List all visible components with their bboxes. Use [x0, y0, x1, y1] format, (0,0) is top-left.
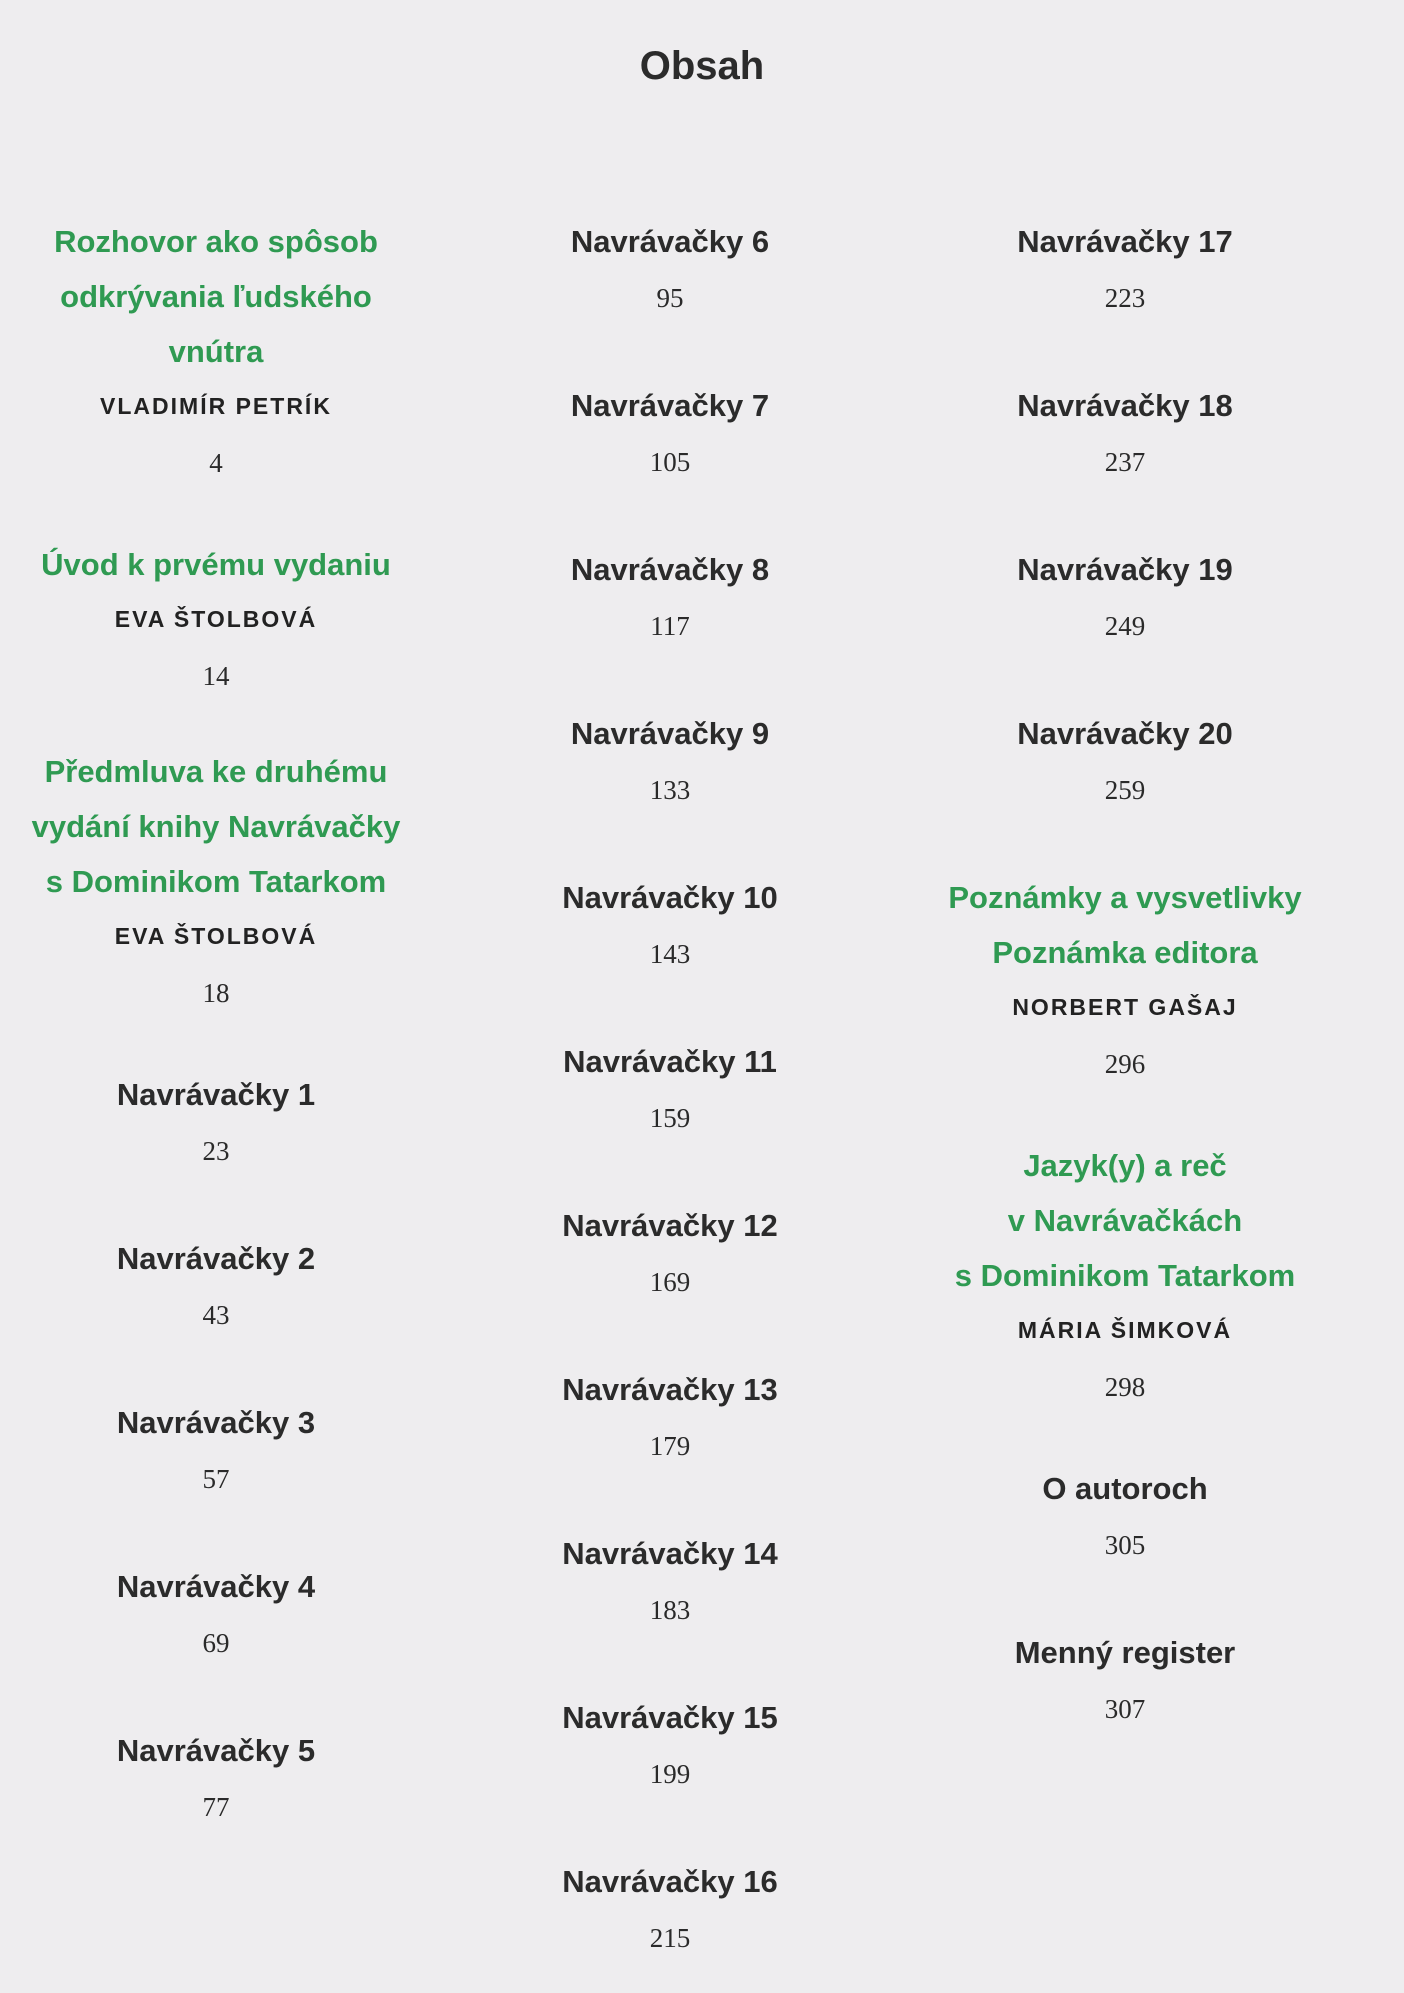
- toc-entry-page: 4: [209, 448, 223, 478]
- toc-entry: [0, 1395, 432, 1508]
- toc-entry: [450, 214, 890, 327]
- toc-entry-title: Navrávačky 2: [116, 1241, 316, 1276]
- toc-entry: [900, 870, 1350, 1093]
- toc-entry: [450, 1690, 890, 1803]
- toc-entry-title: Rozhovor ako spôsob: [54, 224, 378, 259]
- toc-entry-page: 296: [1104, 1049, 1146, 1079]
- toc-entry-page: 305: [1104, 1530, 1146, 1560]
- toc-entry-page: 57: [202, 1464, 230, 1494]
- toc-entry-author: EVA ŠTOLBOVÁ: [114, 923, 318, 949]
- toc-entry-page: 259: [1104, 775, 1146, 805]
- toc-entry-page: 43: [202, 1300, 230, 1330]
- toc-entry-page: 133: [649, 775, 691, 805]
- toc-entry-title: Navrávačky 5: [116, 1733, 316, 1768]
- toc-entry-page: 117: [650, 611, 690, 641]
- toc-entry-title: Jazyk(y) a reč: [1023, 1148, 1227, 1183]
- toc-entry: [0, 1067, 432, 1180]
- toc-entry-title: Navrávačky 6: [570, 224, 770, 259]
- toc-entry-title: Navrávačky 18: [1017, 388, 1233, 423]
- toc-entry-title: Navrávačky 7: [570, 388, 770, 423]
- toc-column-1: [0, 214, 432, 1836]
- toc-entry-page: 23: [202, 1136, 230, 1166]
- toc-entry-title: Navrávačky 13: [562, 1372, 778, 1407]
- toc-entry-title: v Navrávačkách: [1007, 1203, 1243, 1238]
- toc-entry-title: Navrávačky 17: [1017, 224, 1233, 259]
- toc-entry-title: s Dominikom Tatarkom: [45, 864, 387, 899]
- toc-entry: [450, 1526, 890, 1639]
- toc-entry-page: 223: [1104, 283, 1146, 313]
- toc-entry-page: 298: [1104, 1372, 1146, 1402]
- toc-entry-page: 105: [649, 447, 691, 477]
- toc-entry-title: Navrávačky 4: [116, 1569, 316, 1604]
- toc-entry-title: Navrávačky 1: [116, 1077, 316, 1112]
- toc-entry-page: 249: [1104, 611, 1146, 641]
- toc-entry-page: 307: [1104, 1694, 1146, 1724]
- toc-entry-author: EVA ŠTOLBOVÁ: [114, 606, 318, 632]
- toc-entry-page: 237: [1104, 447, 1146, 477]
- toc-column-2: [450, 214, 890, 1967]
- toc-entry-title: Navrávačky 14: [562, 1536, 778, 1571]
- toc-entry-page: 77: [202, 1792, 230, 1822]
- page-title: Obsah: [639, 44, 765, 88]
- toc-entry-title: Navrávačky 8: [570, 552, 770, 587]
- toc-entry: [900, 706, 1350, 819]
- toc-entry-title: vydání knihy Navrávačky: [31, 809, 401, 844]
- toc-entry: [450, 1854, 890, 1967]
- toc-entry: [900, 378, 1350, 491]
- toc-entry: [900, 542, 1350, 655]
- toc-entry-title: Úvod k prvému vydaniu: [41, 547, 391, 582]
- toc-entry-title: Menný register: [1014, 1635, 1236, 1670]
- toc-entry: [900, 1138, 1350, 1416]
- toc-entry-page: 143: [649, 939, 691, 969]
- toc-entry: [450, 706, 890, 819]
- toc-entry: [450, 870, 890, 983]
- toc-entry-page: 18: [202, 978, 230, 1008]
- toc-entry: [0, 214, 432, 492]
- toc-entry-page: 14: [202, 661, 230, 691]
- toc-entry-title: Navrávačky 16: [562, 1864, 778, 1899]
- toc-entry-title: Poznámky a vysvetlivky: [948, 880, 1302, 915]
- toc-entry-author: MÁRIA ŠIMKOVÁ: [1017, 1317, 1233, 1343]
- toc-entry-page: 215: [649, 1923, 691, 1953]
- toc-entry: [450, 1198, 890, 1311]
- toc-entry-page: 69: [202, 1628, 230, 1658]
- toc-entry: [900, 214, 1350, 327]
- toc-entry-author: VLADIMÍR PETRÍK: [100, 393, 332, 419]
- toc-entry-title: Předmluva ke druhému: [44, 754, 388, 789]
- toc-entry-page: 169: [649, 1267, 691, 1297]
- toc-entry-author: NORBERT GAŠAJ: [1012, 994, 1238, 1020]
- toc-entry: [900, 1461, 1350, 1574]
- toc-entry: [450, 1034, 890, 1147]
- toc-entry: [0, 1723, 432, 1836]
- toc-entry-title: Poznámka editora: [992, 935, 1258, 970]
- toc-entry: [0, 537, 432, 705]
- toc-entry-page: 199: [649, 1759, 691, 1789]
- toc-entry: [900, 1625, 1350, 1738]
- toc-entry-title: vnútra: [168, 334, 264, 369]
- toc-entry-page: 179: [649, 1431, 691, 1461]
- toc-entry: [0, 1231, 432, 1344]
- toc-entry-title: odkrývania ľudského: [60, 279, 372, 314]
- toc-entry-title: Navrávačky 20: [1017, 716, 1233, 751]
- toc-entry-title: Navrávačky 15: [562, 1700, 778, 1735]
- toc-entry-title: s Dominikom Tatarkom: [954, 1258, 1296, 1293]
- toc-entry: [450, 542, 890, 655]
- toc-entry-title: O autoroch: [1042, 1471, 1208, 1506]
- toc-entry: [450, 1362, 890, 1475]
- toc-entry-title: Navrávačky 19: [1017, 552, 1233, 587]
- toc-column-3: [900, 214, 1350, 1738]
- toc-entry-page: 159: [649, 1103, 691, 1133]
- toc-entry-title: Navrávačky 9: [570, 716, 770, 751]
- toc-entry: [450, 378, 890, 491]
- toc-entry-title: Navrávačky 10: [562, 880, 778, 915]
- toc-entry: [0, 1559, 432, 1672]
- toc-entry-page: 183: [649, 1595, 691, 1625]
- toc-entry-title: Navrávačky 12: [562, 1208, 778, 1243]
- toc-entry-title: Navrávačky 3: [116, 1405, 316, 1440]
- toc-entry: [0, 744, 432, 1022]
- toc-entry-page: 95: [656, 283, 684, 313]
- toc-entry-title: Navrávačky 11: [563, 1044, 777, 1079]
